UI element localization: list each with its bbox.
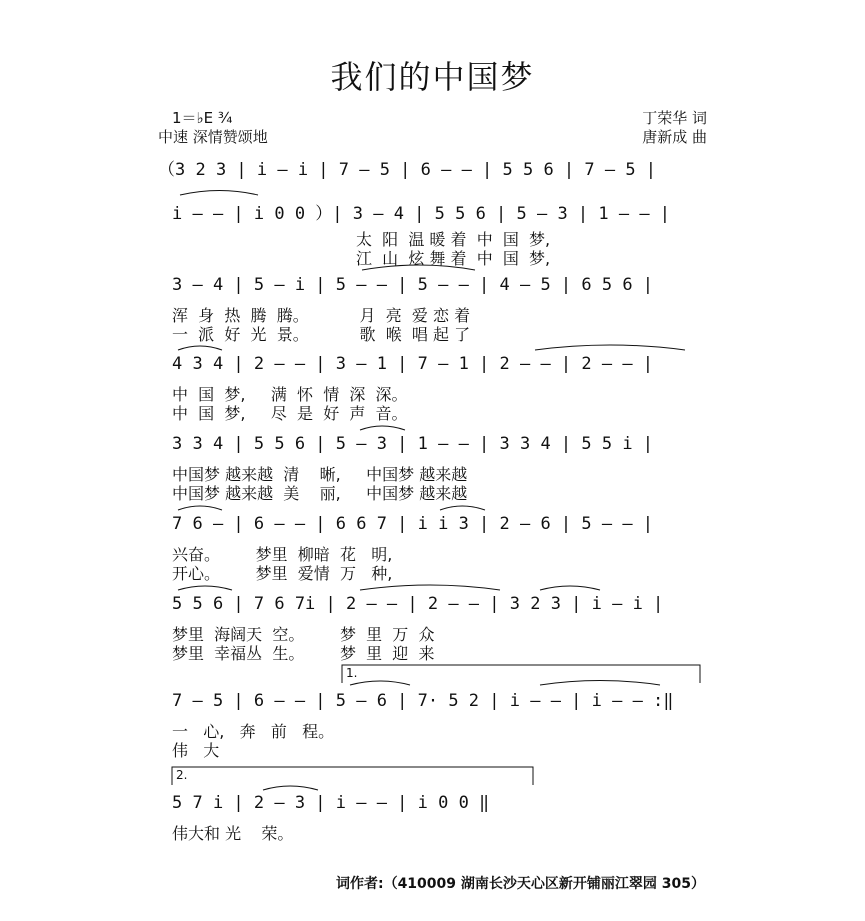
notation-line: 3 – 4 | 5 – i | 5 – – | 5 – – | 4 – 5 | 6 5 6 | [172, 275, 654, 295]
notation-line: 4 3 4 | 2 – – | 3 – 1 | 7 – 1 | 2 – – | 2 – – | [172, 354, 654, 374]
tie-arc [540, 681, 660, 686]
notation-line: 5 7 i | 2 – 3 | i – – | i 0 0 ‖ [172, 793, 490, 813]
tie-arc [180, 191, 258, 196]
tie-arc [362, 265, 475, 270]
tie-arc [535, 345, 685, 350]
notation-line: 3 3 4 | 5 5 6 | 5 – 3 | 1 – – | 3 3 4 | 5 5 i | [172, 434, 654, 454]
notation-line: 5 5 6 | 7 6 7i | 2 – – | 2 – – | 3 2 3 | i – i | [172, 594, 664, 614]
volta-bracket-1 [342, 665, 700, 683]
lyric-line: 开心。 梦里 爱情 万 种, [172, 564, 393, 583]
lyric-line: 江 山 炫 舞 着 中 国 梦, [356, 249, 551, 268]
page-title: 我们的中国梦 [330, 58, 535, 96]
volta-label-1: 1. [346, 666, 358, 680]
slur-arc [263, 786, 318, 790]
slur-arc [350, 681, 410, 685]
lyric-line: 浑 身 热 腾 腾。 月 亮 爱 恋 着 [172, 306, 471, 325]
lyric-line: 中 国 梦, 满 怀 情 深 深。 [172, 385, 408, 404]
slur-arc [178, 346, 222, 350]
tempo-marking: 中速 深情赞颂地 [158, 128, 268, 146]
notation-line: 7 6 – | 6 – – | 6 6 7 | i i 3 | 2 – 6 | 5 – – | [172, 514, 654, 534]
lyric-line: 梦里 海阔天 空。 梦 里 万 众 [172, 625, 435, 644]
slur-arc [360, 426, 405, 430]
notation-line: （3 2 3 | i – i | 7 – 5 | 6 – – | 5 5 6 | 7 – 5 | [158, 160, 657, 180]
volta-label-2: 2. [176, 768, 188, 782]
lyric-line: 伟大和 光 荣。 [172, 824, 294, 843]
key-signature: 1＝♭E ¾ [172, 109, 233, 127]
lyric-line: 中国梦 越来越 清 晰, 中国梦 越来越 [172, 465, 468, 484]
notation-line: 7 – 5 | 6 – – | 5 – 6 | 7· 5 2 | i – – | i – – :‖ [172, 691, 674, 711]
slur-arc [178, 586, 232, 590]
lyric-line: 中国梦 越来越 美 丽, 中国梦 越来越 [172, 484, 468, 503]
lyric-line: 伟 大 [172, 741, 220, 760]
lyric-line: 太 阳 温 暖 着 中 国 梦, [356, 230, 551, 249]
notation-line: i – – | i 0 0 ）| 3 – 4 | 5 5 6 | 5 – 3 | 1 – – | [172, 204, 671, 224]
footer-address: 词作者:（410009 湖南长沙天心区新开铺丽江翠园 305） [335, 876, 705, 892]
lyric-line: 一 心, 奔 前 程。 [172, 722, 335, 741]
lyric-line: 兴奋。 梦里 柳暗 花 明, [172, 545, 393, 564]
lyric-line: 一 派 好 光 景。 歌 喉 唱 起 了 [172, 325, 471, 344]
lyricist-credit: 丁荣华 词 [642, 109, 707, 127]
slur-arc [540, 586, 600, 590]
composer-credit: 唐新成 曲 [642, 128, 707, 146]
tie-arc [360, 585, 500, 590]
slur-arc [440, 506, 485, 510]
lyric-line: 中 国 梦, 尽 是 好 声 音。 [172, 404, 408, 423]
volta-bracket-2 [172, 767, 533, 785]
lyric-line: 梦里 幸福丛 生。 梦 里 迎 来 [172, 644, 435, 663]
slur-arc [178, 506, 222, 510]
